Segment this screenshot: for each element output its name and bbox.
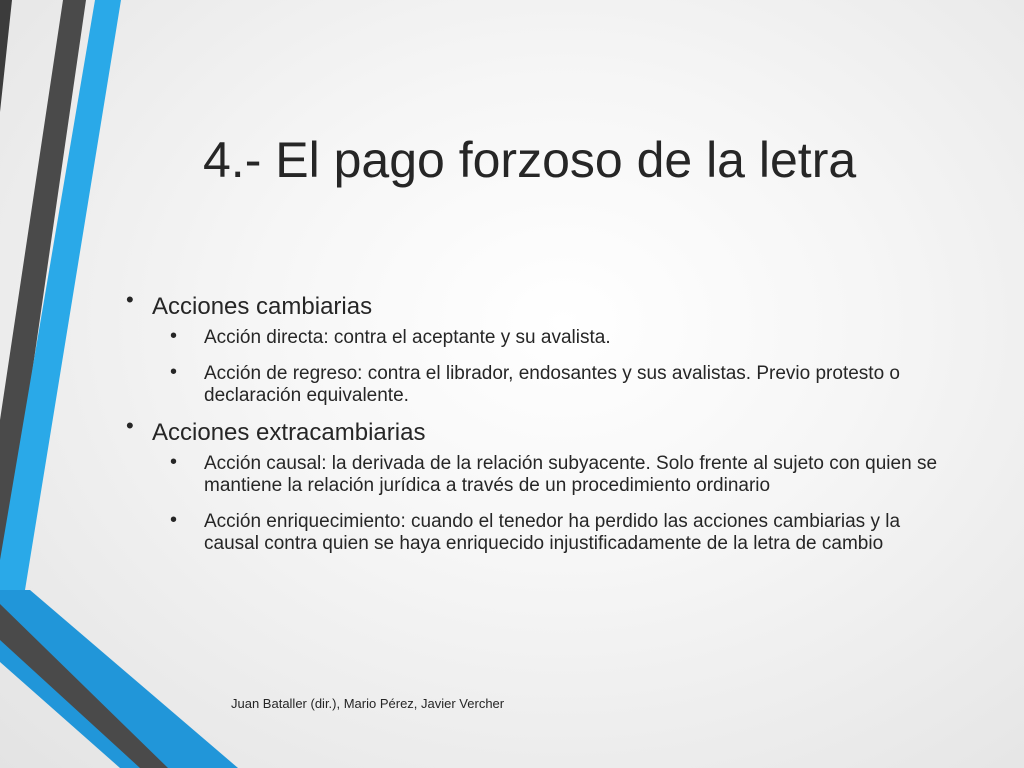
list-item (170, 509, 958, 555)
section-acciones-cambiarias (118, 287, 958, 323)
bullet-icon: • (126, 287, 134, 312)
list-item-text: Acción de regreso: contra el librador, endosantes y sus avalistas. Previo protesto o declaración equivalente. (204, 363, 900, 406)
list-item-text: Acción directa: contra el aceptante y su avalista. (204, 327, 611, 348)
slide-footer: Juan Bataller (dir.), Mario Pérez, Javier Vercher (231, 696, 505, 711)
list-item (170, 361, 958, 407)
slide-content (118, 287, 958, 567)
section-acciones-extracambiarias (118, 413, 958, 449)
list-item (170, 325, 958, 349)
bullet-icon: • (170, 451, 178, 473)
dark-stripe-left (0, 0, 12, 112)
section-label: Acciones cambiarias (152, 293, 373, 320)
slide-title: 4.- El pago forzoso de la letra (203, 132, 857, 188)
list-item-text: Acción enriquecimiento: cuando el tenedor ha perdido las acciones cambiarias y la causal contra quien se haya enriquecido injustificadamente de la letra de cambio (204, 511, 901, 554)
bullet-icon: • (126, 413, 134, 438)
bullet-icon: • (170, 361, 178, 383)
section-label: Acciones extracambiarias (152, 419, 426, 446)
bullet-icon: • (170, 325, 178, 347)
bullet-icon: • (170, 509, 178, 531)
list-item-text: Acción causal: la derivada de la relación subyacente. Solo frente al sujeto con quien se mantiene la relación jurídica a través de un procedimiento ordinario (204, 453, 938, 496)
list-item (170, 451, 958, 497)
